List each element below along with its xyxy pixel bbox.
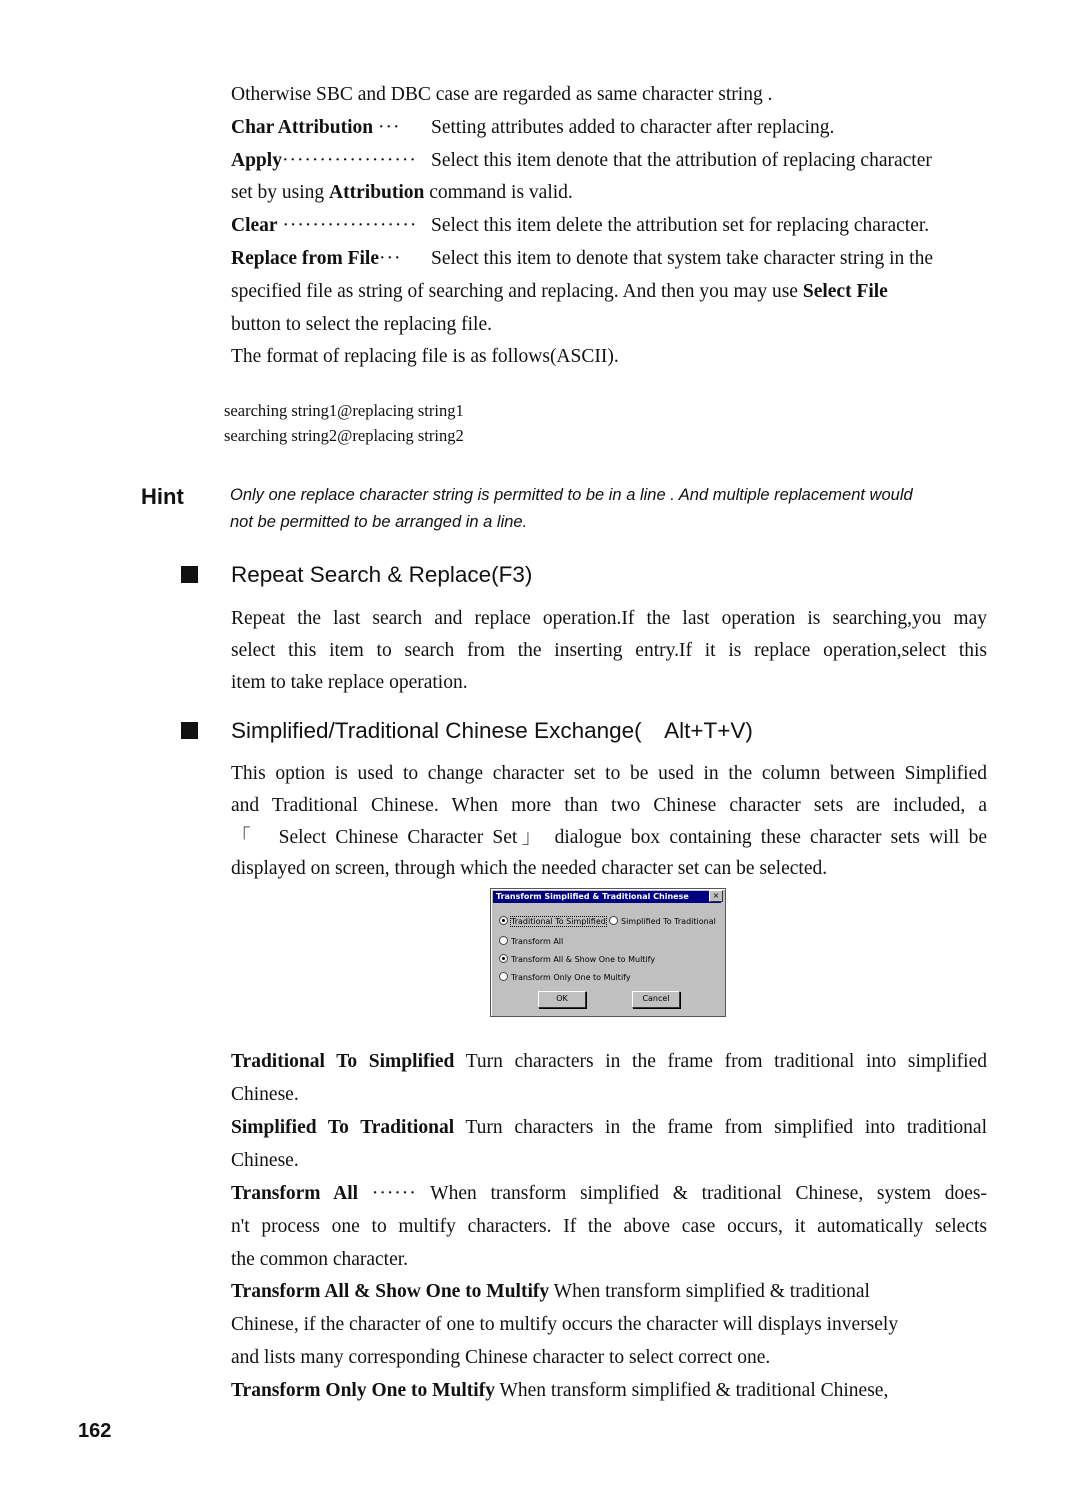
text-line: select this item to search from the inserting entry.If it is replace operation,select this [231,640,987,661]
def-transform-all-show [231,1280,870,1304]
text-line: Chinese. [231,1150,299,1171]
def-desc: Select this item denote that the attribution of replacing character [431,150,932,171]
transform-dialog [490,888,726,1017]
term: Char Attribution [231,117,374,138]
radio-icon [499,972,508,981]
text-line: and lists many corresponding Chinese character to select correct one. [231,1347,771,1368]
format-example: searching string1@replacing string1 [224,401,464,420]
def-desc: Select this item to denote that system take character string in the [431,248,933,269]
text-line [231,181,573,205]
radio-selected-icon [499,916,508,925]
def-apply [231,149,932,173]
ok-button[interactable]: OK [538,991,586,1008]
radio-traditional-to-simplified[interactable] [499,916,606,927]
leader-dots: ··· [379,248,402,269]
leader-dots: ······ [371,1183,417,1204]
def-clear [231,214,930,238]
text-line: Chinese. [231,1084,299,1105]
section-bullet-icon [181,722,198,739]
term: Clear [231,215,278,236]
def-char-attribution [231,116,835,140]
def-replace-from-file [231,247,933,271]
radio-label: Simplified To Traditional [621,917,716,926]
text-line: Otherwise SBC and DBC case are regarded as same character string . [231,84,773,105]
text-line: This option is used to change character set to be used in the column between Simplified [231,763,987,784]
def-simplified-to-traditional [231,1116,987,1140]
text-line: and Traditional Chinese. When more than two Chinese character sets are included, a [231,795,987,816]
text-line: Repeat the last search and replace operation.If the last operation is searching,you may [231,608,987,629]
hint-text: not be permitted to be arranged in a line. [230,513,528,531]
text: command is valid. [429,182,573,203]
radio-icon [609,916,618,925]
radio-transform-all-show[interactable] [499,954,655,965]
radio-icon [499,936,508,945]
radio-simplified-to-traditional[interactable] [609,916,716,927]
hint-label: Hint [141,484,184,509]
radio-transform-only[interactable] [499,972,631,983]
leader-dots: ·················· [281,150,417,171]
term: Simplified To Traditional [231,1117,455,1138]
text-line: the common character. [231,1249,409,1270]
radio-selected-icon [499,954,508,963]
def-desc: Turn characters in the frame from traditional into simplified [465,1051,987,1072]
term: Transform All & Show One to Multify [231,1281,550,1302]
radio-transform-all[interactable] [499,936,563,947]
term: Select File [802,281,888,302]
section-heading: Simplified/Traditional Chinese Exchange( Alt+T+V) [231,718,753,743]
term: Transform Only One to Multify [231,1380,495,1401]
close-icon[interactable]: × [709,890,723,902]
term: Traditional To Simplified [231,1051,455,1072]
radio-label: Transform All [511,937,564,946]
section-heading: Repeat Search & Replace(F3) [231,562,533,587]
def-desc: When transform simplified & traditional Chinese, system does- [430,1183,988,1204]
text-line [231,280,888,304]
text-line: n't process one to multify characters. If the above case occurs, it automatically selects [231,1216,987,1237]
term: Apply [231,150,282,171]
leader-dots: ·················· [282,215,418,236]
radio-label: Transform Only One to Multify [511,973,631,982]
term: Attribution [329,182,425,203]
def-desc: Select this item delete the attribution set for replacing character. [431,215,930,236]
page-number: 162 [78,1420,112,1442]
section-bullet-icon [181,566,198,583]
format-example: searching string2@replacing string2 [224,426,464,445]
text-line: The format of replacing file is as follows(ASCII). [231,346,619,367]
term: Transform All [231,1183,359,1204]
term: Replace from File [231,248,380,269]
def-traditional-to-simplified [231,1050,987,1074]
text-line: 「 Select Chinese Character Set」 dialogue box containing these character sets will be [231,827,987,848]
def-desc: When transform simplified & traditional [553,1281,870,1302]
def-desc: When transform simplified & traditional Chinese, [499,1380,889,1401]
leader-dots: ··· [378,117,401,138]
hint-text: Only one replace character string is permitted to be in a line . And multiple replacement would [230,486,913,504]
text-line: Chinese, if the character of one to multify occurs the character will displays inversely [231,1314,899,1335]
def-transform-all [231,1182,987,1206]
text: specified file as string of searching and replacing. And then you may use [231,281,798,302]
text: set by using [231,182,325,203]
def-desc: Turn characters in the frame from simplified into traditional [465,1117,988,1138]
radio-label: Transform All & Show One to Multify [511,955,656,964]
text-line: item to take replace operation. [231,672,468,693]
radio-label: Traditional To Simplified [511,917,606,926]
text-line: button to select the replacing file. [231,314,492,335]
dialog-title: Transform Simplified & Traditional Chinese [493,891,721,903]
cancel-button[interactable]: Cancel [632,991,680,1008]
text-line: displayed on screen, through which the needed character set can be selected. [231,858,828,879]
def-desc: Setting attributes added to character after replacing. [431,117,835,138]
def-transform-only [231,1379,888,1403]
